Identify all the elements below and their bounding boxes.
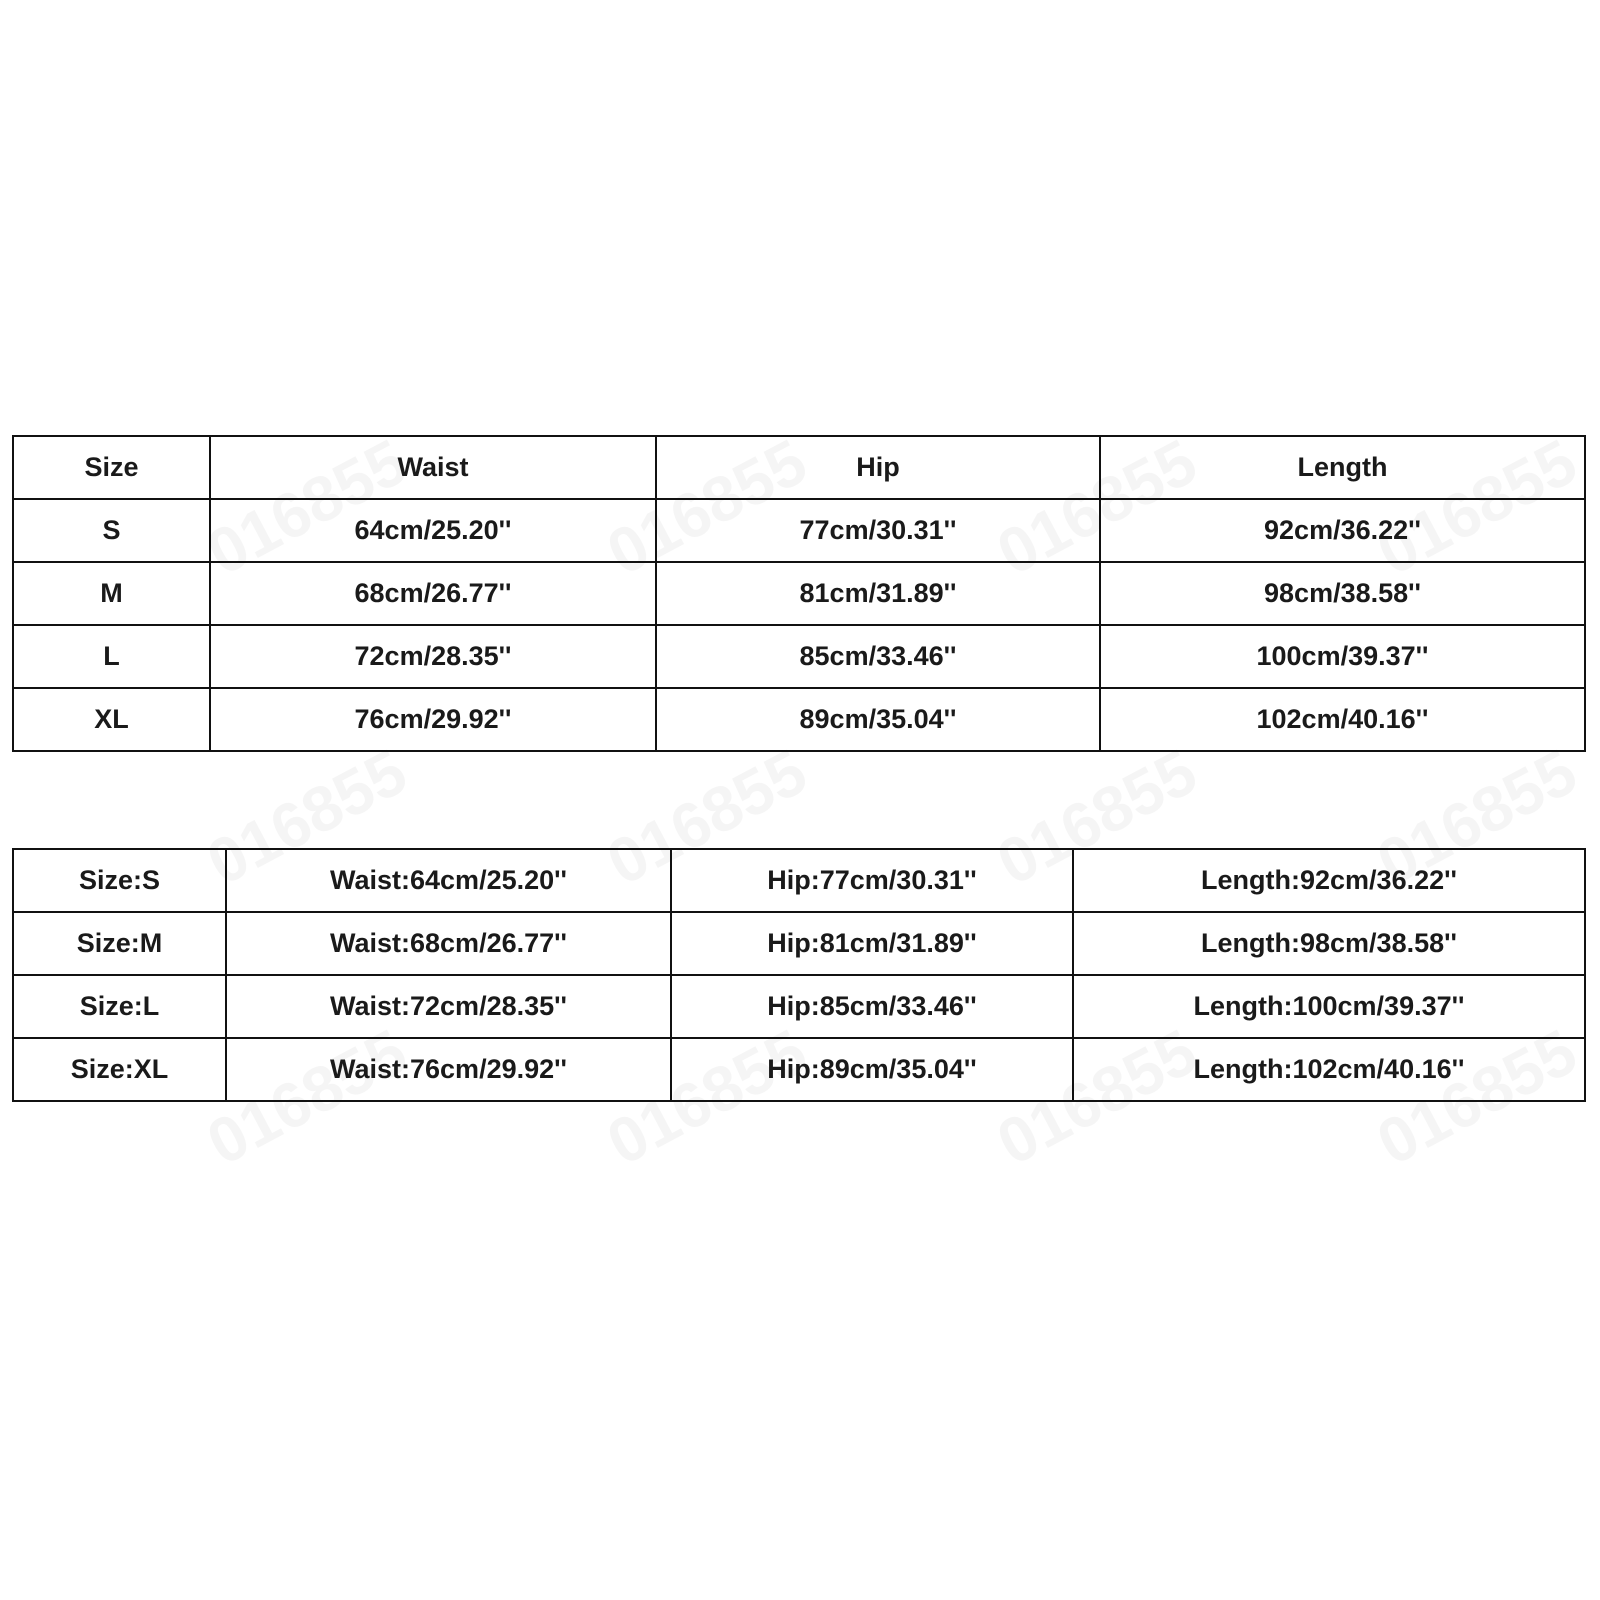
- cell-waist: 72cm/28.35'': [210, 625, 656, 688]
- cell-waist: Waist:76cm/29.92'': [226, 1038, 671, 1101]
- cell-size: XL: [13, 688, 210, 751]
- cell-size: Size:S: [13, 849, 226, 912]
- cell-size: Size:XL: [13, 1038, 226, 1101]
- header-length: Length: [1100, 436, 1585, 499]
- header-waist: Waist: [210, 436, 656, 499]
- cell-hip: 77cm/30.31'': [656, 499, 1100, 562]
- cell-length: Length:102cm/40.16'': [1073, 1038, 1585, 1101]
- cell-hip: Hip:89cm/35.04'': [671, 1038, 1073, 1101]
- header-hip: Hip: [656, 436, 1100, 499]
- table-row: [13, 1038, 1585, 1101]
- table-row: [13, 562, 1585, 625]
- cell-length: 102cm/40.16'': [1100, 688, 1585, 751]
- cell-waist: Waist:64cm/25.20'': [226, 849, 671, 912]
- cell-length: 100cm/39.37'': [1100, 625, 1585, 688]
- table-row: [13, 499, 1585, 562]
- cell-size: M: [13, 562, 210, 625]
- table-row: [13, 849, 1585, 912]
- cell-size: S: [13, 499, 210, 562]
- table-row: [13, 975, 1585, 1038]
- cell-hip: 85cm/33.46'': [656, 625, 1100, 688]
- cell-hip: 89cm/35.04'': [656, 688, 1100, 751]
- table-row: [13, 912, 1585, 975]
- cell-length: Length:98cm/38.58'': [1073, 912, 1585, 975]
- table-row: [13, 625, 1585, 688]
- cell-size: Size:L: [13, 975, 226, 1038]
- header-size: Size: [13, 436, 210, 499]
- cell-hip: Hip:77cm/30.31'': [671, 849, 1073, 912]
- cell-length: 98cm/38.58'': [1100, 562, 1585, 625]
- cell-waist: 76cm/29.92'': [210, 688, 656, 751]
- table-row: [13, 688, 1585, 751]
- cell-hip: Hip:81cm/31.89'': [671, 912, 1073, 975]
- cell-size: Size:M: [13, 912, 226, 975]
- cell-hip: Hip:85cm/33.46'': [671, 975, 1073, 1038]
- cell-length: Length:100cm/39.37'': [1073, 975, 1585, 1038]
- cell-waist: Waist:68cm/26.77'': [226, 912, 671, 975]
- cell-waist: 64cm/25.20'': [210, 499, 656, 562]
- size-chart-table: [12, 435, 1586, 752]
- cell-waist: Waist:72cm/28.35'': [226, 975, 671, 1038]
- cell-length: 92cm/36.22'': [1100, 499, 1585, 562]
- cell-size: L: [13, 625, 210, 688]
- cell-length: Length:92cm/36.22'': [1073, 849, 1585, 912]
- size-chart-labeled-table: [12, 848, 1586, 1102]
- table-header-row: [13, 436, 1585, 499]
- cell-waist: 68cm/26.77'': [210, 562, 656, 625]
- cell-hip: 81cm/31.89'': [656, 562, 1100, 625]
